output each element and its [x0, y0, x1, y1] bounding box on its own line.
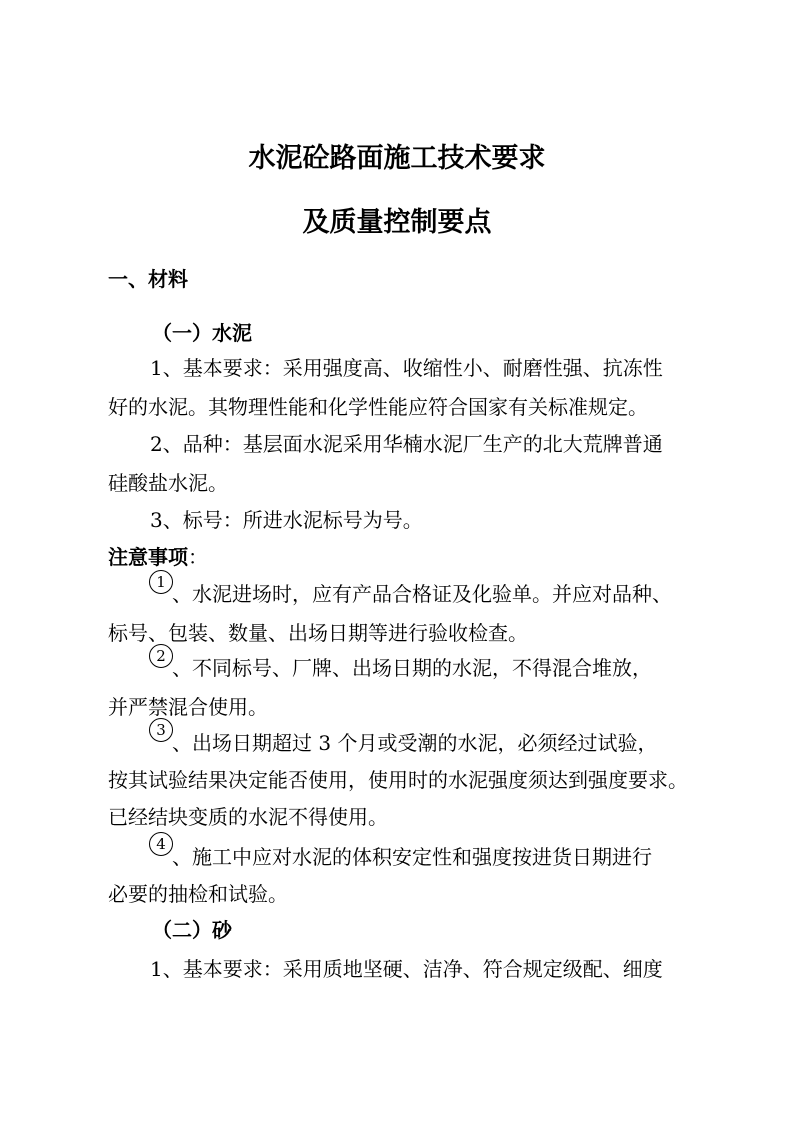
- note-line: 并严禁混合使用。: [108, 695, 268, 719]
- paragraph-line: 3、标号：所进水泥标号为号。: [150, 508, 423, 532]
- note-line: 、出场日期超过 3 个月或受潮的水泥，必须经过试验，: [172, 731, 658, 755]
- notes-heading: [108, 545, 208, 569]
- document-title-line2: 及质量控制要点: [302, 207, 492, 238]
- note-line: 标号、包装、数量、出场日期等进行验收检查。: [108, 621, 528, 645]
- subsection-heading-cement: （一）水泥: [152, 321, 252, 345]
- paragraph-line: 硅酸盐水泥。: [108, 471, 228, 495]
- paragraph-line: 1、基本要求：采用强度高、收缩性小、耐磨性强、抗冻性: [150, 356, 663, 380]
- circled-number-marker: 1: [149, 570, 173, 594]
- paragraph-line: 好的水泥。其物理性能和化学性能应符合国家有关标准规定。: [108, 395, 648, 419]
- paragraph-line: 2、品种：基层面水泥采用华楠水泥厂生产的北大荒牌普通: [150, 432, 663, 456]
- notes-heading-label: 注意事项: [108, 545, 188, 569]
- note-line: 、施工中应对水泥的体积安定性和强度按进货日期进行: [172, 845, 652, 869]
- section-heading-materials: 一、材料: [108, 267, 188, 291]
- paragraph-line: 1、基本要求：采用质地坚硬、洁净、符合规定级配、细度: [150, 957, 663, 981]
- note-line: 已经结块变质的水泥不得使用。: [108, 805, 388, 829]
- document-title-line1: 水泥砼路面施工技术要求: [248, 143, 546, 174]
- subsection-heading-sand: （二）砂: [152, 918, 232, 942]
- note-line: 必要的抽检和试验。: [108, 882, 288, 906]
- note-line: 、水泥进场时，应有产品合格证及化验单。并应对品种、: [172, 582, 672, 606]
- circled-number-marker: 4: [149, 832, 173, 856]
- circled-number-marker: 2: [149, 644, 173, 668]
- notes-heading-colon: ：: [188, 545, 208, 569]
- note-line: 按其试验结果决定能否使用，使用时的水泥强度须达到强度要求。: [108, 768, 688, 792]
- circled-number-marker: 3: [149, 718, 173, 742]
- note-line: 、不同标号、厂牌、出场日期的水泥，不得混合堆放，: [172, 656, 652, 680]
